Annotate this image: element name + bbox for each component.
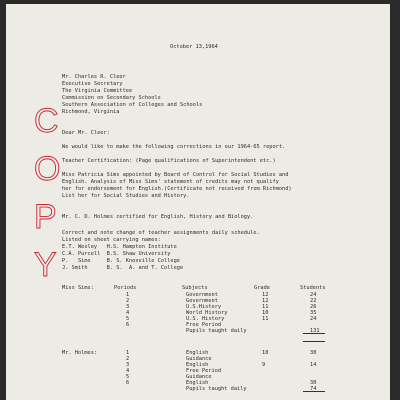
subjects-column bbox=[186, 350, 247, 392]
certification-heading: Teacher Certification: (Page qualifications of Superintendent etc.) bbox=[62, 158, 276, 164]
period-cell: 2 bbox=[126, 356, 130, 362]
subject-cell: Free Period bbox=[186, 322, 222, 328]
grade-cell: 10 bbox=[262, 350, 269, 356]
header-students: Students bbox=[300, 285, 326, 291]
students-column bbox=[310, 292, 320, 334]
holmes-label: Mr. Holmes: bbox=[62, 350, 98, 356]
subject-cell: U.S. History bbox=[186, 316, 225, 322]
teacher-entry: P. Sims B. S. Knoxville College bbox=[62, 258, 180, 264]
document-page bbox=[6, 4, 390, 400]
period-cell: 3 bbox=[126, 362, 130, 368]
header-grade: Grade bbox=[254, 285, 270, 291]
header-periods: Periods bbox=[114, 285, 137, 291]
students-cell: 30 bbox=[310, 350, 317, 356]
salutation: Dear Mr. Cleer: bbox=[62, 130, 110, 136]
period-cell: 1 bbox=[126, 350, 130, 356]
stamp-letter: C bbox=[34, 102, 59, 140]
paragraph-line: List her for Social Studies and History. bbox=[62, 193, 190, 199]
letter-date: October 13,1964 bbox=[170, 44, 218, 50]
teacher-entry: E.T. Wesley H.S. Hampton Institute bbox=[62, 244, 177, 250]
period-cell: 6 bbox=[126, 322, 130, 328]
teacher-entry: C.A. Purcell B.S. Shaw University bbox=[62, 251, 171, 257]
period-cell: 1 bbox=[126, 292, 130, 298]
holmes-certification: Mr. C. D. Holmes certified for English, History and Biology. bbox=[62, 214, 254, 220]
period-cell: 4 bbox=[126, 310, 130, 316]
subject-cell: English bbox=[186, 380, 209, 386]
address-line: Southern Association of Colleges and Schools bbox=[62, 102, 203, 108]
grade-column bbox=[262, 292, 268, 322]
grade-cell: 11 bbox=[262, 304, 269, 310]
paragraph-line: her for endorsement for English.(Certificate not received from Richmond) bbox=[62, 186, 292, 192]
periods-column bbox=[126, 292, 129, 328]
total-label: Pupils taught daily bbox=[186, 328, 247, 334]
subject-cell: English bbox=[186, 350, 209, 356]
intro-paragraph: We would like to make the following corrections in our 1964-65 report. bbox=[62, 144, 286, 150]
subject-cell: U.S.History bbox=[186, 304, 222, 310]
period-cell: 6 bbox=[126, 380, 130, 386]
subject-cell: Free Period bbox=[186, 368, 222, 374]
students-cell: 14 bbox=[310, 362, 317, 368]
subject-cell: Government bbox=[186, 298, 218, 304]
address-line: The Virginia Committee bbox=[62, 88, 133, 94]
grade-cell: 9 bbox=[262, 362, 266, 368]
students-cell: 30 bbox=[310, 380, 317, 386]
paragraph-line: English. Analysis of Miss Sims' statement of credits may not qualify bbox=[62, 179, 279, 185]
subject-cell: World History bbox=[186, 310, 228, 316]
grade-cell: 12 bbox=[262, 292, 269, 298]
subjects-column bbox=[186, 292, 247, 334]
total-label: Pupils taught daily bbox=[186, 386, 247, 392]
subject-cell: Government bbox=[186, 292, 218, 298]
students-cell: 22 bbox=[310, 298, 317, 304]
students-cell: 24 bbox=[310, 316, 317, 322]
subject-cell: Guidance bbox=[186, 374, 212, 380]
stamp-letter: P bbox=[34, 198, 57, 236]
period-cell: 2 bbox=[126, 298, 130, 304]
paragraph-line: Correct and note change of teacher assignments daily schedule. bbox=[62, 230, 260, 236]
sims-label: Miss Sims: bbox=[62, 285, 94, 291]
period-cell: 4 bbox=[126, 368, 130, 374]
sum-rule bbox=[303, 333, 325, 334]
grade-cell: 12 bbox=[262, 298, 269, 304]
teacher-entry: J. Smith B. S. A. and T. College bbox=[62, 265, 184, 271]
total-students: 131 bbox=[310, 328, 320, 334]
address-line: Richmond, Virginia bbox=[62, 109, 120, 115]
stamp-letter: Y bbox=[34, 246, 57, 284]
period-cell: 3 bbox=[126, 304, 130, 310]
students-column bbox=[310, 350, 316, 392]
students-cell: 26 bbox=[310, 304, 317, 310]
subject-cell: English bbox=[186, 362, 209, 368]
address-line: Executive Secretary bbox=[62, 81, 123, 87]
paragraph-line: Listed on sheet carrying names: bbox=[62, 237, 161, 243]
address-line: Mr. Charles R. Cleer bbox=[62, 74, 126, 80]
period-cell: 5 bbox=[126, 374, 130, 380]
grade-column bbox=[262, 350, 268, 368]
paragraph-line: Miss Patricia Sims appointed by Board of Control for Social Studies and bbox=[62, 172, 289, 178]
students-cell: 24 bbox=[310, 292, 317, 298]
total-students: 74 bbox=[310, 386, 317, 392]
grade-cell: 11 bbox=[262, 316, 269, 322]
stamp-letter: O bbox=[34, 150, 61, 188]
address-line: Commission on Secondary Schools bbox=[62, 95, 161, 101]
grade-cell: 10 bbox=[262, 310, 269, 316]
header-subjects: Subjects bbox=[182, 285, 208, 291]
periods-column bbox=[126, 350, 129, 386]
sum-rule bbox=[303, 391, 325, 392]
subject-cell: Guidance bbox=[186, 356, 212, 362]
students-cell: 35 bbox=[310, 310, 317, 316]
sum-rule bbox=[303, 341, 325, 342]
period-cell: 5 bbox=[126, 316, 130, 322]
